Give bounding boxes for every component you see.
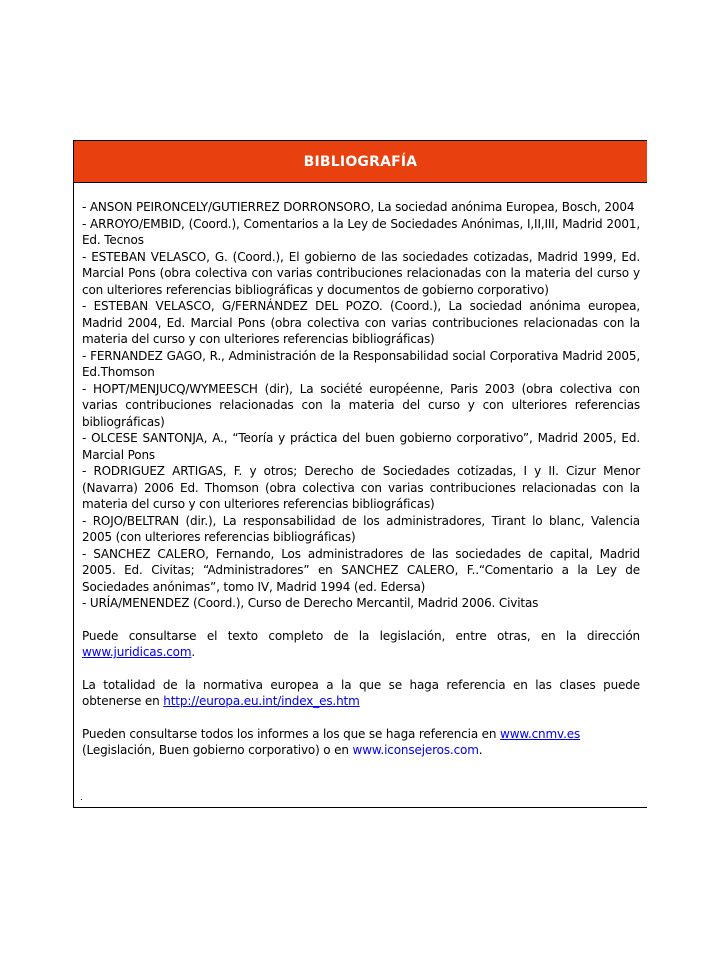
- legislation-text: Puede consultarse el texto completo de la legislación, entre otras, en la dirección: [82, 628, 640, 643]
- bibliography-entry: - ROJO/BELTRAN (dir.), La responsabilidad de los administradores, Tirant lo blanc, Valencia 2005 (con ulteriores referencias bibliográficas): [82, 513, 640, 544]
- bibliography-box: [73, 140, 647, 808]
- bibliography-entry: - ESTEBAN VELASCO, G. (Coord.), El gobierno de las sociedades cotizadas, Madrid 1999, Ed. Marcial Pons (obra colectiva con varias contribuciones relacionadas con la materia del curso y con ulteriores referencias bibliográficas y documentos de gobierno corporativo): [82, 249, 640, 297]
- bibliography-entry: - HOPT/MENJUCQ/WYMEESCH (dir), La société européenne, Paris 2003 (obra colectiva con varias contribuciones relacionadas con la materia del curso y con ulteriores referencias bibliográficas): [82, 381, 640, 429]
- bibliography-entry: - ANSON PEIRONCELY/GUTIERREZ DORRONSORO, La sociedad anónima Europea, Bosch, 2004: [82, 200, 635, 214]
- normativa-text: La totalidad de la normativa europea a la que se haga referencia en las clases puede obtenerse en: [82, 677, 640, 708]
- legislation-paragraph: [82, 628, 640, 661]
- trailing-mark: .: [80, 793, 83, 803]
- cnmv-link[interactable]: www.cnmv.es: [500, 726, 581, 741]
- bibliography-entry: - URÍA/MENENDEZ (Coord.), Curso de Derecho Mercantil, Madrid 2006. Civitas: [82, 596, 539, 610]
- bibliography-entry: - RODRIGUEZ ARTIGAS, F. y otros; Derecho de Sociedades cotizadas, I y II. Cizur Menor (Navarra) 2006 Ed. Thomson (obra colectiva con varias contribuciones relacionadas con la materia del curso y con ulteriores referencias bibliográficas): [82, 464, 640, 511]
- bibliography-title: BIBLIOGRAFÍA: [303, 153, 418, 170]
- informes-paragraph: [82, 726, 640, 759]
- europa-link[interactable]: http://europa.eu.int/index_es.htm: [163, 694, 360, 708]
- legislation-end: .: [191, 645, 196, 659]
- bibliography-body: [74, 183, 647, 759]
- normativa-paragraph: [82, 677, 640, 710]
- informes-mid: (Legislación, Buen gobierno corporativo) o en: [82, 743, 349, 757]
- bibliography-entry: - OLCESE SANTONJA, A., “Teoría y práctica del buen gobierno corporativo”, Madrid 2005, Ed. Marcial Pons: [82, 431, 640, 462]
- juridicas-link[interactable]: www.juridicas.com: [82, 645, 192, 659]
- bibliography-entry: - ARROYO/EMBID, (Coord.), Comentarios a la Ley de Sociedades Anónimas, I,II,III, Madrid 2001, Ed. Tecnos: [82, 216, 640, 247]
- bibliography-header: [74, 141, 647, 183]
- informes-end: .: [478, 743, 483, 757]
- bibliography-entry: - FERNANDEZ GAGO, R., Administración de la Responsabilidad social Corporativa Madrid 2005, Ed.Thomson: [82, 348, 640, 379]
- iconsejeros-link[interactable]: www.iconsejeros.com: [352, 743, 479, 757]
- bibliography-entry: - ESTEBAN VELASCO, G/FERNÁNDEZ DEL POZO. (Coord.), La sociedad anónima europea, Madrid 2004, Ed. Marcial Pons (obra colectiva con varias contribuciones relacionadas con la materia del curso y con ulteriores referencias bibliográficas): [82, 299, 640, 346]
- informes-text: Pueden consultarse todos los informes a los que se haga referencia en: [82, 726, 497, 741]
- bibliography-entry: - SANCHEZ CALERO, Fernando, Los administradores de las sociedades de capital, Madrid 2005. Ed. Civitas; “Administradores” en SANCHEZ CALERO, F..“Comentario a la Ley de Sociedades anónimas”, tomo IV, Madrid 1994 (ed. Edersa): [82, 546, 640, 594]
